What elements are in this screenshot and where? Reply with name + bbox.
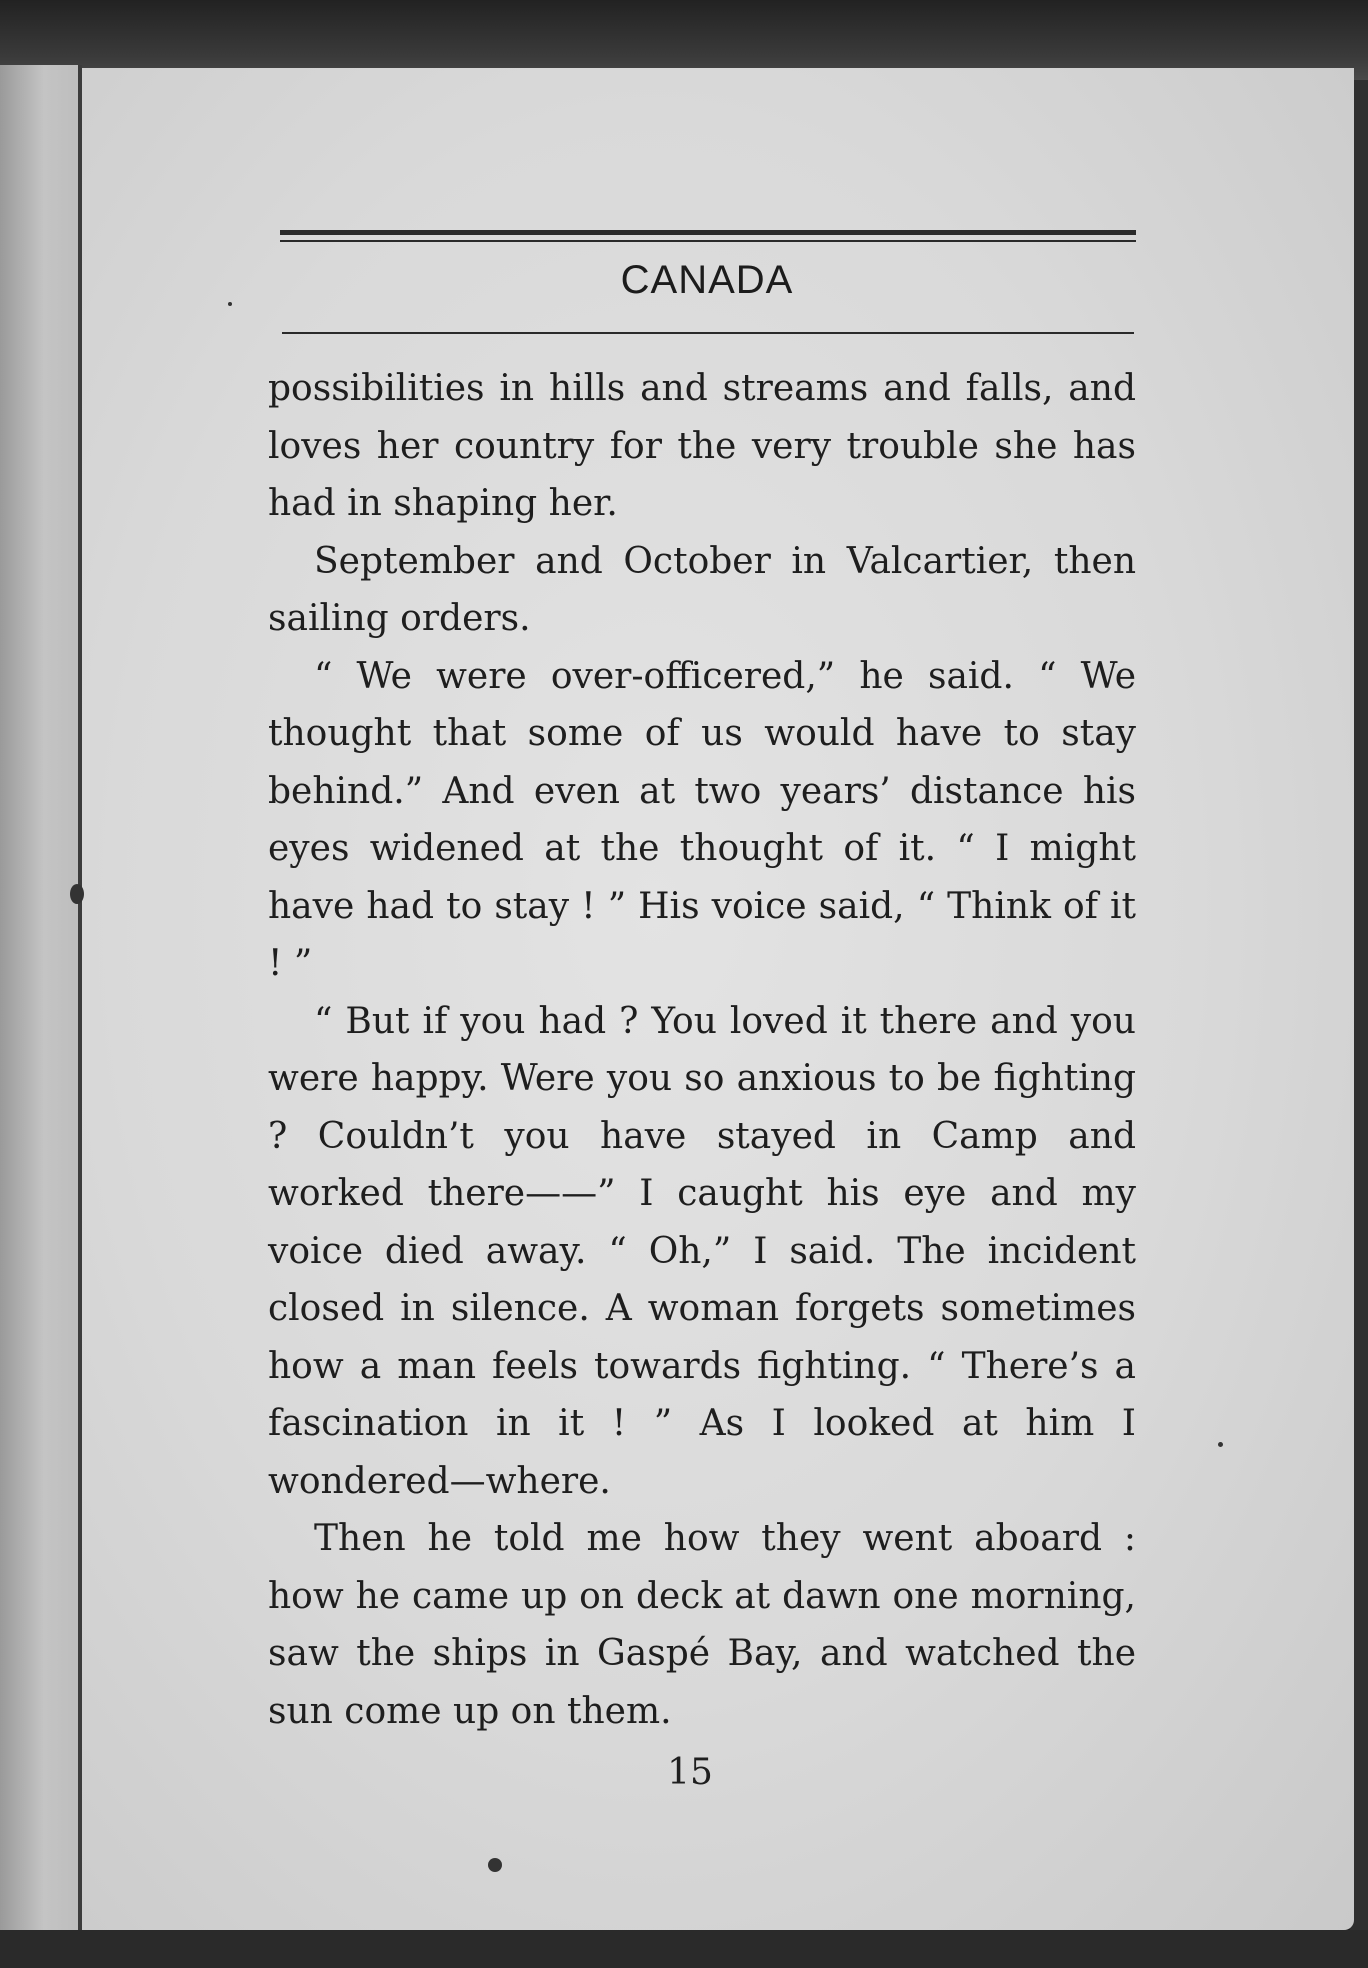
scan-bottom-shadow [0, 1930, 1368, 1968]
header-double-rule-bottom [280, 240, 1136, 242]
running-title: CANADA [620, 258, 794, 302]
scan-speck [228, 302, 232, 306]
paragraph: Then he told me how they went aboard : how he came up on deck at dawn one morning, saw the ships in Gaspé Bay, and watched the sun come up on them. [268, 1518, 1136, 1732]
paragraph: “ We were over-officered,” he said. “ We thought that some of us would have to stay behind.” And even at two years’ distance his eyes widened at the thought of it. “ I might have had to stay ! ” His voice said, “ Think of it ! ” [268, 655, 1136, 984]
paragraph: September and October in Valcartier, then sailing orders. [268, 540, 1136, 639]
paragraph: “ But if you had ? You loved it there and you were happy. Were you so anxious to be fighting ? Couldn’t you have stayed in Camp and worked there——” I caught his eye and my voice died away. “ Oh,” I said. The incident closed in silence. A woman forgets sometimes how a man feels towards fighting. “ There’s a fascination in it ! ” As I looked at him I wondered—where. [268, 1000, 1136, 1502]
header-underline-rule [282, 332, 1134, 334]
scan-speck [1218, 1442, 1223, 1447]
header-double-rule-top [280, 230, 1136, 235]
page-body [268, 360, 1136, 1740]
page-number: 15 [667, 1752, 713, 1793]
paragraph: possibilities in hills and streams and falls, and loves her country for the very trouble she has had in shaping her. [268, 368, 1136, 524]
scan-speck [70, 884, 84, 904]
facing-page-edge [0, 65, 80, 1935]
scan-speck [488, 1858, 502, 1872]
